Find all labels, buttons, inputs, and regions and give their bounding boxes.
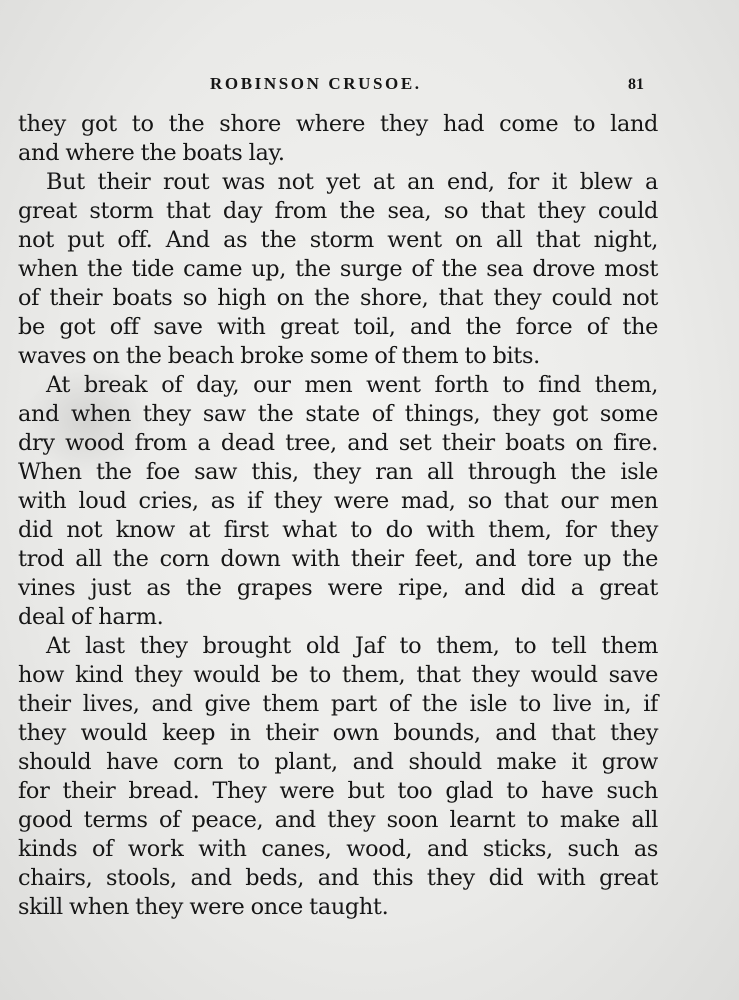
text-line: good terms of peace, and they soon learnt to make all	[18, 807, 658, 833]
text-line: When the foe saw this, they ran all through the isle	[18, 459, 658, 485]
page-number: 81	[628, 76, 644, 93]
text-line: and when they saw the state of things, they got some	[18, 401, 658, 427]
paragraph-4	[18, 632, 658, 922]
text-line: At last they brought old Jaf to them, to tell them	[46, 633, 658, 659]
text-line: how kind they would be to them, that they would save	[18, 662, 658, 688]
running-title: ROBINSON CRUSOE.	[210, 74, 422, 93]
text-line: dry wood from a dead tree, and set their boats on fire.	[18, 430, 658, 456]
text-line: for their bread. They were but too glad to have such	[18, 778, 658, 804]
paragraph-1	[18, 110, 658, 168]
body-text	[18, 110, 658, 922]
text-line: of their boats so high on the shore, that they could not	[18, 285, 658, 311]
text-line: with loud cries, as if they were mad, so that our men	[18, 488, 658, 514]
text-line: they got to the shore where they had come to land	[18, 111, 658, 137]
text-line: their lives, and give them part of the isle to live in, if	[18, 691, 658, 717]
paragraph-3	[18, 371, 658, 632]
text-line: kinds of work with canes, wood, and sticks, such as	[18, 836, 658, 862]
text-line: when the tide came up, the surge of the sea drove most	[18, 256, 658, 282]
text-line: vines just as the grapes were ripe, and did a great	[18, 575, 658, 601]
text-line: trod all the corn down with their feet, and tore up the	[18, 546, 658, 572]
text-line: be got off save with great toil, and the force of the	[18, 314, 658, 340]
paragraph-2	[18, 168, 658, 371]
text-line: did not know at first what to do with them, for they	[18, 517, 658, 543]
text-line: not put off. And as the storm went on all that night,	[18, 227, 658, 253]
text-line: deal of harm.	[18, 604, 164, 630]
text-line: At break of day, our men went forth to find them,	[46, 372, 658, 398]
text-line: great storm that day from the sea, so that they could	[18, 198, 658, 224]
text-line: waves on the beach broke some of them to bits.	[18, 343, 540, 369]
text-line: should have corn to plant, and should make it grow	[18, 749, 658, 775]
text-line: and where the boats lay.	[18, 140, 285, 166]
text-line: they would keep in their own bounds, and that they	[18, 720, 658, 746]
running-header	[0, 74, 739, 100]
text-line: But their rout was not yet at an end, for it blew a	[46, 169, 658, 195]
text-line: chairs, stools, and beds, and this they did with great	[18, 865, 658, 891]
text-line: skill when they were once taught.	[18, 894, 389, 920]
